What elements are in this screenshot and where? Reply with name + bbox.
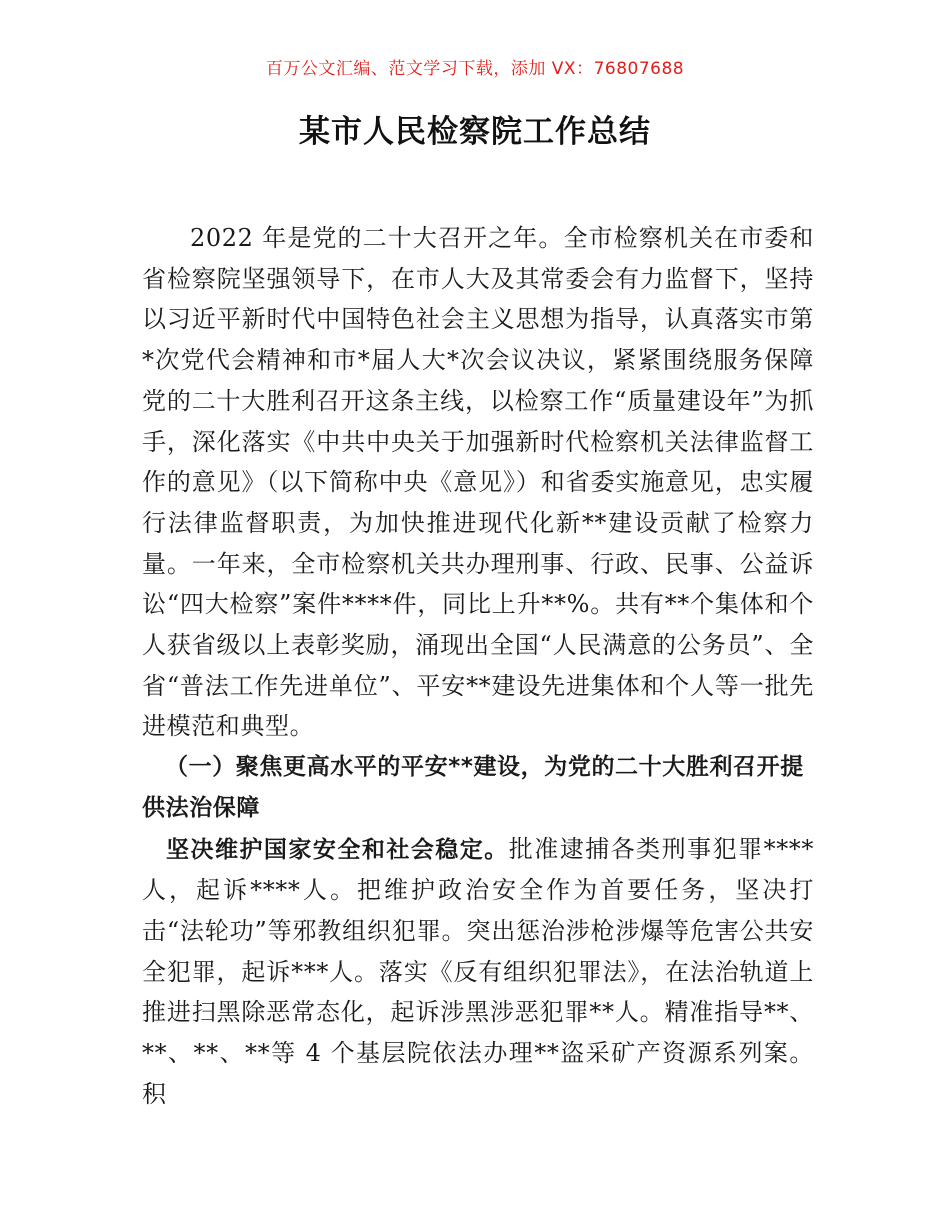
section-paragraph (142, 829, 814, 1115)
page-title: 某市人民检察院工作总结 (299, 114, 651, 150)
watermark-header: 百万公文汇编、范文学习下载，添加 VX：76807688 (265, 59, 685, 79)
intro-paragraph: 2022 年是党的二十大召开之年。全市检察机关在市委和省检察院坚强领导下，在市人大及其常委会有力监督下，坚持以习近平新时代中国特色社会主义思想为指导，认真落实市第*次党代会精神和市*届人大*次会议决议，紧紧围绕服务保障党的二十大胜利召开这条主线，以检察工作“质量建设年”为抓手，深化落实《中共中央关于加强新时代检察机关法律监督工作的意见》（以下简称中央《意见》）和省委实施意见，忠实履行法律监督职责，为加快推进现代化新**建设贡献了检察力量。一年来，全市检察机关共办理刑事、行政、民事、公益诉讼“四大检察”案件****件，同比上升**%。共有**个集体和个人获省级以上表彰奖励，涌现出全国“人民满意的公务员”、全省“普法工作先进单位”、平安**建设先进集体和个人等一批先进模范和典型。 (142, 224, 814, 741)
section-paragraph-text: 批准逮捕各类刑事犯罪****人，起诉****人。把维护政治安全作为首要任务，坚决打击“法轮功”等邪教组织犯罪。突出惩治涉枪涉爆等危害公共安全犯罪，起诉***人。落实《反有组织犯罪法》，在法治轨道上推进扫黑除恶常态化，起诉涉黑涉恶犯罪**人。精准指导**、**、**、**等 4 个基层院依法办理**盗采矿产资源系列案。积 (142, 834, 814, 1108)
section-lead: 坚决维护国家安全和社会稳定。 (166, 836, 509, 863)
document-body (142, 218, 814, 1114)
section-heading: （一）聚焦更高水平的平安**建设，为党的二十大胜利召开提供法治保障 (142, 754, 804, 821)
